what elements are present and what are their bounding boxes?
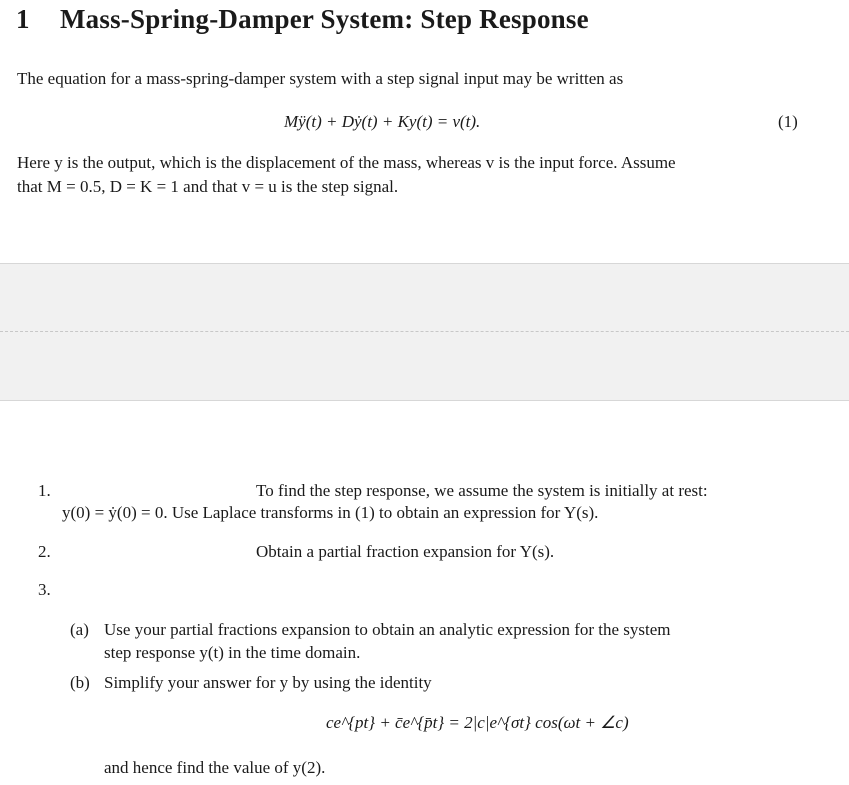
- section-title: Mass-Spring-Damper System: Step Response: [60, 4, 589, 34]
- q3b-line-1: Simplify your answer for y by using the identity: [104, 673, 432, 692]
- section-heading: [16, 4, 589, 35]
- q1-line-1: To find the step response, we assume the system is initially at rest:: [256, 481, 708, 500]
- q1-number: 1.: [38, 481, 51, 500]
- q3a-line-1: Use your partial fractions expansion to obtain an analytic expression for the system: [104, 620, 671, 639]
- section-number: 1: [16, 4, 30, 34]
- answer-area-bottom-border: [0, 400, 849, 401]
- q3-number: 3.: [38, 580, 51, 599]
- equation-1-label: (1): [778, 112, 798, 131]
- q3a-label: (a): [70, 620, 89, 639]
- identity-equation: ce^{pt} + c̄e^{p̄t} = 2|c|e^{σt} cos(ωt + ∠c): [326, 713, 629, 732]
- q2-text: Obtain a partial fraction expansion for Y(s).: [256, 542, 555, 561]
- answer-area-divider: [0, 331, 849, 332]
- intro-line-1: Here y is the output, which is the displacement of the mass, whereas v is the input force. Assume: [17, 153, 676, 172]
- intro-text: The equation for a mass-spring-damper system with a step signal input may be written as: [17, 69, 624, 88]
- q3a-line-2: step response y(t) in the time domain.: [104, 643, 361, 662]
- equation-1: Mÿ(t) + Dẏ(t) + Ky(t) = v(t).: [284, 112, 481, 131]
- q3b-label: (b): [70, 673, 90, 692]
- intro-line-2: that M = 0.5, D = K = 1 and that v = u is the step signal.: [17, 177, 399, 196]
- q3b-line-2: and hence find the value of y(2).: [104, 758, 326, 777]
- q2-number: 2.: [38, 542, 51, 561]
- answer-area-top-border: [0, 263, 849, 264]
- q1-line-2: y(0) = ẏ(0) = 0. Use Laplace transforms in (1) to obtain an expression for Y(s).: [62, 503, 599, 522]
